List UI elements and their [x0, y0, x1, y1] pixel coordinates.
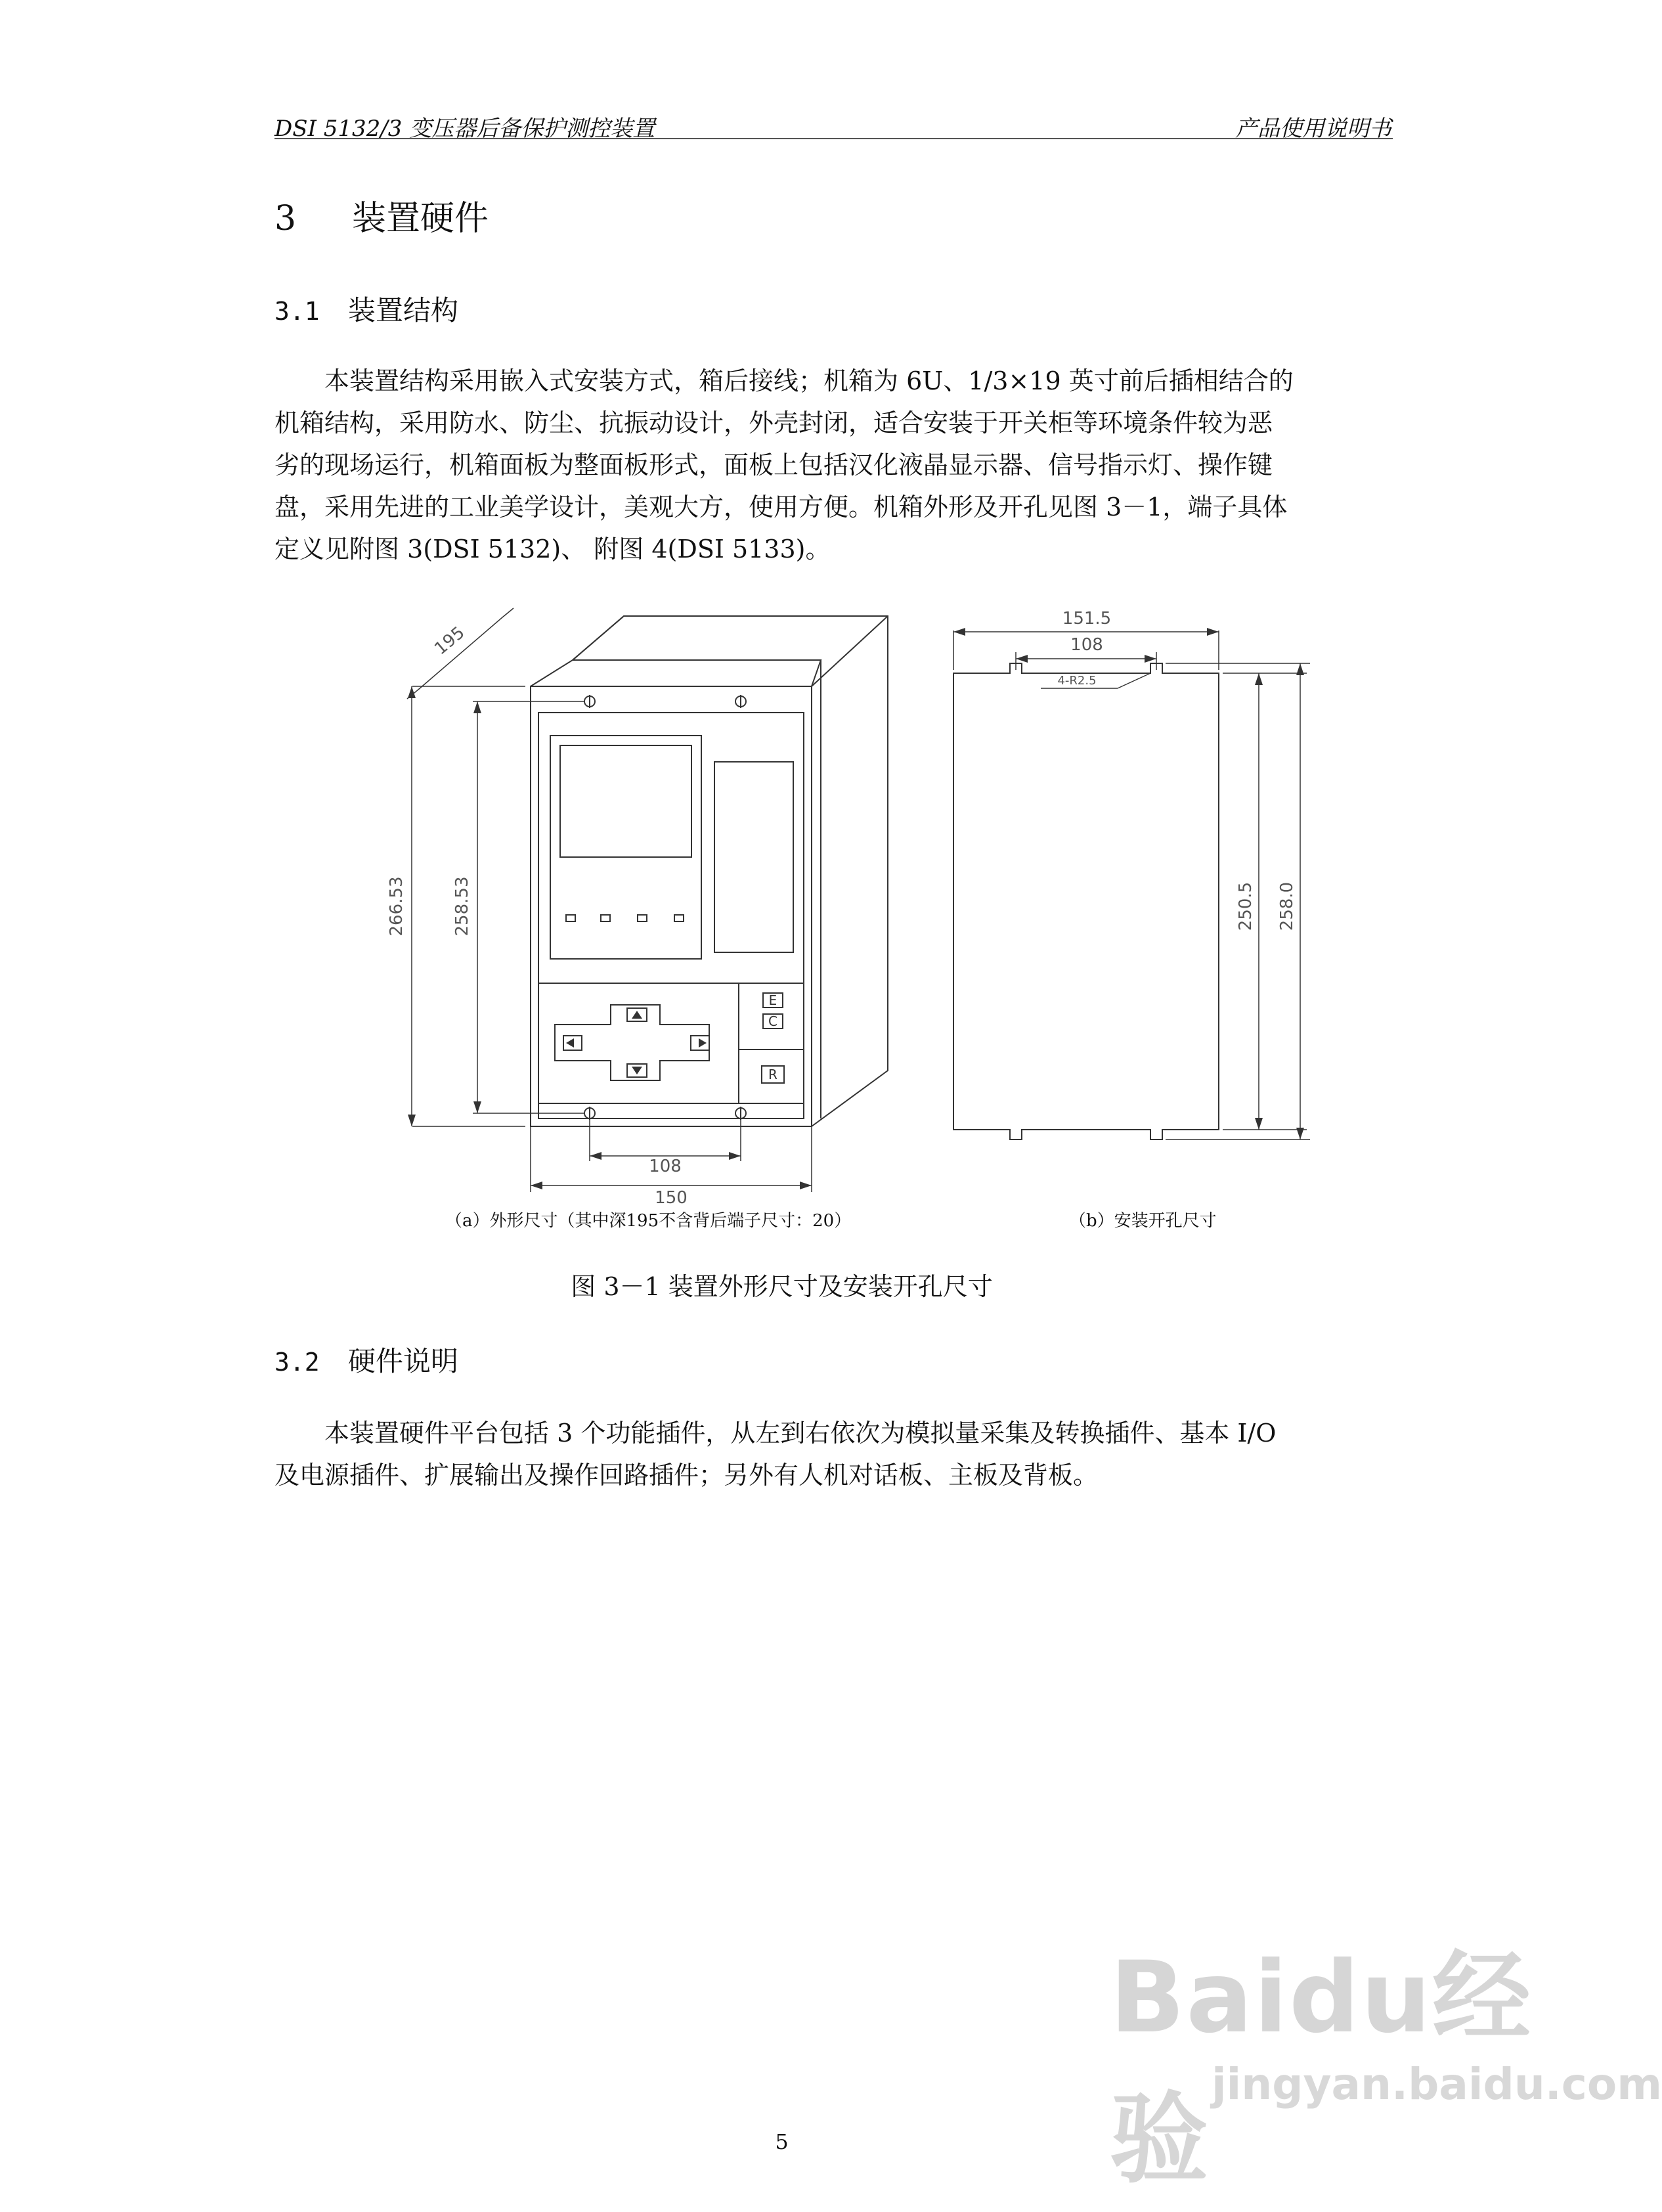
- navigation-keypad: [555, 1005, 709, 1080]
- header-doc-type: 产品使用说明书: [1235, 116, 1391, 142]
- dim-cutout-inner-height: 250.5: [1236, 881, 1256, 931]
- dim-outer-width: 150: [655, 1188, 688, 1208]
- paragraph-line: 本装置硬件平台包括 3 个功能插件，从左到右依次为模拟量采集及转换插件、基本 I/O: [324, 1419, 1277, 1448]
- paragraph-line: 机箱结构，采用防水、防尘、抗振动设计，外壳封闭，适合安装于开关柜等环境条件较为恶: [274, 409, 1273, 437]
- key-label-c: C: [768, 1013, 777, 1029]
- dim-inner-height: 258.53: [452, 876, 472, 937]
- subsection-title: 硬件说明: [348, 1345, 459, 1377]
- dim-cutout-inner-width: 108: [1070, 635, 1103, 655]
- lcd-screen: [560, 745, 691, 857]
- baidu-watermark-url: jingyan.baidu.com: [1212, 2059, 1662, 2110]
- lcd-screen-outline: [550, 736, 701, 959]
- paragraph-line: 定义见附图 3(DSI 5132)、 附图 4(DSI 5133)。: [274, 535, 831, 564]
- subsection-number: 3.1: [274, 297, 320, 326]
- figure-caption: 图 3－1 装置外形尺寸及安装开孔尺寸: [571, 1272, 993, 1301]
- subsection-heading-3-2: [274, 1340, 458, 1379]
- paragraph-line: 劣的现场运行，机箱面板为整面板形式，面板上包括汉化液晶显示器、信号指示灯、操作键: [274, 451, 1273, 479]
- key-label-r: R: [768, 1067, 777, 1082]
- panel-cutout: [953, 663, 1219, 1139]
- header-title: DSI 5132/3 变压器后备保护测控装置: [274, 116, 655, 142]
- key-label-e: E: [768, 992, 777, 1008]
- subsection-number: 3.2: [274, 1348, 320, 1377]
- paragraph-hardware: [274, 1412, 1393, 1496]
- section-number: 3: [274, 199, 297, 238]
- device-front-inner: [538, 713, 804, 1118]
- device-side-box: [573, 616, 888, 1126]
- paragraph-line: 盘，采用先进的工业美学设计，美观大方，使用方便。机箱外形及开孔见图 3－1，端子具体: [274, 493, 1288, 521]
- figure-b-caption: （b）安装开孔尺寸: [1069, 1211, 1217, 1231]
- subsection-title: 装置结构: [348, 294, 459, 326]
- paragraph-line: 及电源插件、扩展输出及操作回路插件；另外有人机对话板、主板及背板。: [274, 1461, 1099, 1490]
- hole-note: 4-R2.5: [1057, 674, 1097, 688]
- dim-outer-height: 266.53: [387, 876, 406, 937]
- led-indicator-strip: [714, 762, 793, 952]
- dim-cutout-outer-width: 151.5: [1062, 609, 1112, 629]
- dim-depth: 195: [431, 623, 469, 659]
- baidu-watermark-logo: Baidu经验: [1110, 1941, 1533, 2197]
- paragraph-line: 本装置结构采用嵌入式安装方式，箱后接线；机箱为 6U、1/3×19 英寸前后插相结合的: [324, 366, 1294, 395]
- section-title: 装置硬件: [352, 199, 489, 238]
- dim-cutout-outer-height: 258.0: [1277, 881, 1297, 931]
- figure-a-caption: （a）外形尺寸（其中深195不含背后端子尺寸：20）: [445, 1211, 852, 1231]
- dim-inner-width: 108: [649, 1157, 682, 1176]
- page-number: 5: [775, 2129, 789, 2154]
- device-top-edge: [531, 660, 821, 686]
